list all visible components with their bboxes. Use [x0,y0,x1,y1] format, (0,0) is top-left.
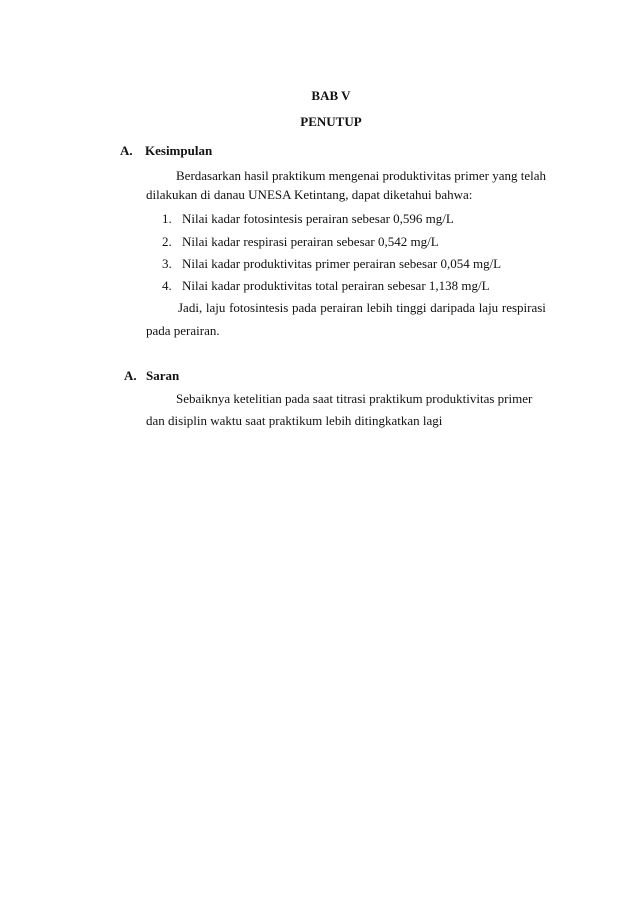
list-item [162,211,454,227]
list-item [162,256,501,272]
list-item-number: 2. [162,234,172,249]
word: produktivitas [382,168,452,183]
list-item-text: Nilai kadar fotosintesis perairan sebesar 0,596 mg/L [182,211,454,226]
word: Berdasarkan [176,168,241,183]
word: tinggi [396,300,427,315]
word: respirasi [501,300,546,315]
word: fotosintesis [229,300,289,315]
list-item [162,234,439,250]
word: telah [520,168,546,183]
word: perairan [320,300,363,315]
saran-heading [124,368,179,384]
word: hasil [244,168,269,183]
word: daripada [430,300,475,315]
saran-line2: dan disiplin waktu saat praktikum lebih ditingkatkan lagi [146,413,443,428]
list-item-text: Nilai kadar produktivitas primer perairan sebesar 0,054 mg/L [182,256,502,271]
saran-heading-text: Saran [146,368,180,383]
kesimpulan-marker: A. [120,143,133,158]
word: lebih [366,300,393,315]
saran-line1: Sebaiknya ketelitian pada saat titrasi praktikum produktivitas primer [176,391,533,406]
list-item-text: Nilai kadar produktivitas total perairan sebesar 1,138 mg/L [182,278,490,293]
kesimpulan-heading-text: Kesimpulan [145,143,213,158]
chapter-number: BAB V [311,88,351,103]
word: mengenai [328,168,380,183]
word: yang [492,168,518,183]
word: primer [454,168,489,183]
kesimpulan-intro-line1 [176,168,546,184]
chapter-title: PENUTUP [300,114,362,129]
word: Jadi, [178,300,203,315]
word: praktikum [272,168,326,183]
list-item-number: 4. [162,278,172,293]
kesimpulan-conclusion-line2: pada perairan. [146,323,220,338]
kesimpulan-conclusion-line1 [178,300,546,316]
word: laju [478,300,499,315]
word: laju [205,300,226,315]
list-item-text: Nilai kadar respirasi perairan sebesar 0,542 mg/L [182,234,439,249]
saran-marker: A. [124,368,137,383]
list-item-number: 3. [162,256,172,271]
list-item [162,278,490,294]
kesimpulan-heading [120,143,212,159]
list-item-number: 1. [162,211,172,226]
word: pada [292,300,317,315]
kesimpulan-intro-line2: dilakukan di danau UNESA Ketintang, dapat diketahui bahwa: [146,187,473,202]
